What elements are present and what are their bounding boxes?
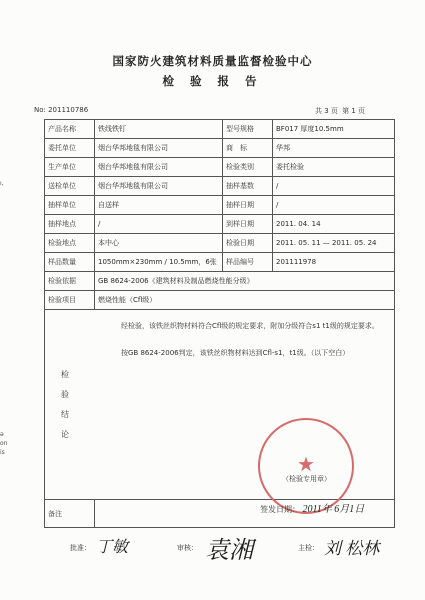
conclusion-label-char: 结: [61, 409, 69, 419]
sample-place-value: /: [95, 215, 223, 234]
sample-qty-value: 1050mm×230mm / 10.5mm，6张: [95, 253, 223, 272]
table-row: [45, 177, 395, 196]
issue-date: [260, 500, 364, 515]
table-row: [45, 120, 395, 139]
stamp-label: （检验专用章）: [282, 475, 331, 483]
test-category-label: 检验类别: [223, 158, 273, 177]
issue-date-label: 签发日期：: [260, 505, 300, 514]
approve-label: 批准：: [70, 544, 91, 552]
report-number: No: 201110786: [34, 106, 89, 114]
left-margin-text: ə on is: [0, 431, 8, 456]
spot-base-label: 抽样基数: [223, 177, 273, 196]
table-row: [45, 139, 395, 158]
model-label: 型号规格: [223, 120, 273, 139]
item-value: 燃烧性能（Cfl级）: [95, 291, 395, 310]
main-inspector-label: 主检：: [298, 544, 319, 552]
sampler-value: 自送样: [95, 196, 223, 215]
test-place-value: 本中心: [95, 234, 223, 253]
model-value: BF017 厚度10.5mm: [273, 120, 395, 139]
sample-date-label: 抽样日期: [223, 196, 273, 215]
entrust-unit-value: 烟台华邦地毯有限公司: [95, 139, 223, 158]
conclusion-label-char: 验: [61, 389, 69, 399]
table-row: [45, 215, 395, 234]
sample-no-label: 样品编号: [223, 253, 273, 272]
basis-label: 检验依据: [45, 272, 95, 291]
arrival-date-value: 2011. 04. 14: [273, 215, 395, 234]
producer-value: 烟台华邦地毯有限公司: [95, 158, 223, 177]
test-place-label: 检验地点: [45, 234, 95, 253]
conclusion-label-char: 论: [61, 429, 69, 439]
test-date-value: 2011. 05. 11 — 2011. 05. 24: [273, 234, 395, 253]
sample-qty-label: 样品数量: [45, 253, 95, 272]
product-name-label: 产品名称: [45, 120, 95, 139]
table-row: [45, 234, 395, 253]
sample-no-value: 201111978: [273, 253, 395, 272]
product-name-value: 铁线铁钉: [95, 120, 223, 139]
producer-label: 生产单位: [45, 158, 95, 177]
basis-value: GB 8624-2006《建筑材料及制品燃烧性能分级》: [95, 272, 395, 291]
trademark-value: 华邦: [273, 139, 395, 158]
issue-date-value: 2011年 6月1日: [302, 504, 365, 515]
left-margin-mark: ı,: [0, 180, 4, 187]
conclusion-paragraph-1: 经检验，该铁丝织物材料符合Cfl级的规定要求，附加分级符合s1 t1级的规定要求。: [121, 322, 379, 330]
table-row: [45, 253, 395, 272]
conclusion-label-char: 检: [61, 369, 69, 379]
institution-title: 国家防火建筑材料质量监督检验中心: [112, 54, 313, 68]
conclusion-paragraph-2: 按GB 8624-2006判定，该铁丝织物材料达到Cfl-s1，t1级。（以下空白）: [121, 349, 350, 357]
trademark-label: 商 标: [223, 139, 273, 158]
conclusion-body: [101, 320, 386, 374]
test-category-value: 委托检验: [273, 158, 395, 177]
approve-signature: 丁敏: [96, 539, 129, 556]
entrust-unit-label: 委托单位: [45, 139, 95, 158]
item-label: 检验项目: [45, 291, 95, 310]
sampler-label: 抽样单位: [45, 196, 95, 215]
table-row: [45, 196, 395, 215]
page-info: [315, 106, 367, 116]
table-row: [45, 272, 395, 291]
review-label: 审核：: [177, 544, 198, 552]
arrival-date-label: 到样日期: [223, 215, 273, 234]
conclusion-label: [47, 310, 83, 499]
signature-footer: [0, 536, 425, 566]
report-title: 检 验 报 告: [162, 74, 263, 88]
page-current: 第 1 页: [342, 107, 366, 115]
sample-date-value: /: [273, 196, 395, 215]
test-date-label: 检验日期: [223, 234, 273, 253]
sender-value: 烟台华邦地毯有限公司: [95, 177, 223, 196]
main-inspector-signature: 刘 松林: [324, 539, 380, 558]
remarks-label: 备注: [45, 500, 95, 528]
spot-base-value: /: [273, 177, 395, 196]
sender-label: 送检单位: [45, 177, 95, 196]
page-total: 共 3 页: [315, 107, 338, 115]
table-row: [45, 291, 395, 310]
table-row: [45, 158, 395, 177]
review-signature: 袁湘: [205, 538, 253, 564]
sample-place-label: 抽样地点: [45, 215, 95, 234]
stamp-star-icon: ★: [297, 452, 315, 476]
